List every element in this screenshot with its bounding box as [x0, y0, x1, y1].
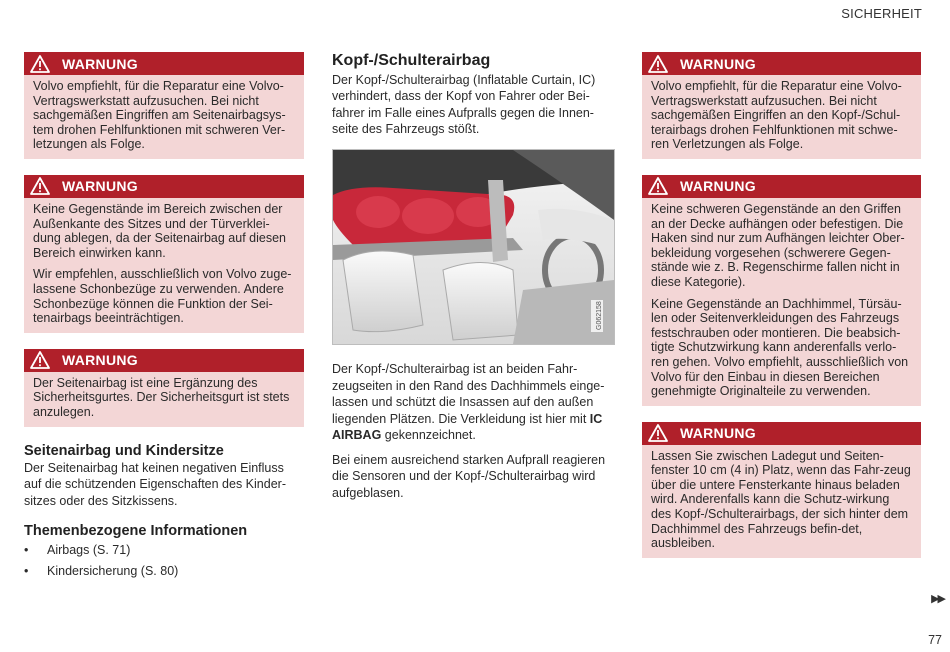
warning-header — [642, 52, 921, 75]
warning-text: Volvo empfiehlt, für die Reparatur eine Volvo-Vertragswerkstatt aufzusuchen. Bei nicht sachgemäßen Eingriffen an den Kopf-/Schul-terairbags drohen Fehlfunktionen mit schwe-ren Verletzungen als Folge. — [651, 79, 902, 152]
warning-text: Keine schweren Gegenstände an den Griffen an der Decke aufhängen oder befestigen. Die Haken sind nur zum Aufhängen leichter Ober-bekleidung vorgesehen (schwerere Gegen-stände wie z. B. Regenschirme fallen nicht in diese Kategorie). — [651, 201, 905, 289]
body-text: Bei einem ausreichend starken Aufprall reagieren die Sensoren und der Kopf-/Schulterairbag wird aufgeblasen. — [332, 452, 606, 500]
warning-box — [642, 175, 921, 406]
next-page-arrow-icon[interactable]: ▶▶ — [931, 593, 944, 605]
warning-text: Keine Gegenstände im Bereich zwischen der Außenkante des Sitzes und der Türverklei-dung ablegen, da der Seitenairbag auf diesen Bereich einwirken kann. — [33, 201, 286, 260]
related-link-child-safety[interactable] — [24, 563, 304, 579]
column-middle — [332, 52, 615, 509]
warning-header — [24, 175, 304, 198]
warning-title: WARNUNG — [62, 55, 138, 72]
related-links-list — [24, 542, 304, 579]
column-right — [642, 52, 921, 574]
warning-box — [24, 349, 304, 427]
body-text: Der Kopf-/Schulterairbag ist an beiden Fahr-zeugseiten in den Rand des Dachhimmels einge-lassen und schützt die Insassen auf den außen liegenden Plätzen. Die Verkleidung ist hier mit IC AIRBAG gekennzeichnet. — [332, 362, 605, 443]
related-link-airbags[interactable] — [24, 542, 304, 558]
warning-title: WARNUNG — [680, 55, 756, 72]
warning-header — [642, 422, 921, 445]
warning-triangle-icon — [30, 55, 50, 73]
bullet: • — [24, 564, 29, 578]
page-number: 77 — [928, 633, 942, 647]
page-title: Kopf-/Schulterairbag — [332, 52, 491, 69]
body-text: Der Seitenairbag hat keinen negativen Einfluss auf die schützenden Eigenschaften des Kinder-sitzes oder des Sitzkissens. — [24, 460, 286, 508]
warning-text: Keine Gegenstände an Dachhimmel, Türsäu-len oder Seitenverkleidungen des Fahrzeugs festschrauben oder montieren. Die beabsich-tigte Schutzwirkung kann anderenfalls verlo-ren gehen. Volvo empfiehlt, ausschließlich von Volvo für den Einbau in diesen Bereichen genehmigte Originalteile zu verwenden. — [651, 296, 909, 399]
intro-text: Der Kopf-/Schulterairbag (Inflatable Curtain, IC) verhindert, dass der Kopf von Fahrer oder Bei-fahrer im Falle eines Aufpralls gegen die Innen-seite des Fahrzeugs stößt. — [332, 73, 596, 136]
warning-triangle-icon — [648, 55, 668, 73]
warning-box — [642, 422, 921, 558]
warning-header — [24, 349, 304, 372]
warning-title: WARNUNG — [680, 178, 756, 195]
warning-text: Volvo empfiehlt, für die Reparatur eine Volvo-Vertragswerkstatt aufzusuchen. Bei nicht sachgemäßen Eingriffen am Seitenairbagsys-tem drohen Fehlfunktionen mit schweren Ver-letzungen als Folge. — [33, 79, 286, 152]
subheading-child-seats: Seitenairbag und Kindersitze — [24, 442, 224, 459]
warning-header — [24, 52, 304, 75]
link-text[interactable]: Airbags (S. 71) — [47, 543, 131, 557]
warning-text: Lassen Sie zwischen Ladegut und Seiten-fenster 10 cm (4 in) Platz, wenn das Fahr-zeug über die untere Fensterkante hinaus beladen wird. Anderenfalls kann die Schutz-wirkung des Kopf-/Schulterairbags, der sich hinter dem Dachhimmel des Fahrzeugs befin-det, ausbleiben. — [651, 448, 911, 551]
warning-triangle-icon — [30, 177, 50, 195]
warning-title: WARNUNG — [62, 352, 138, 369]
warning-box — [24, 175, 304, 333]
warning-box — [24, 52, 304, 159]
column-left — [24, 52, 304, 584]
warning-title: WARNUNG — [62, 178, 138, 195]
warning-triangle-icon — [648, 177, 668, 195]
warning-triangle-icon — [30, 351, 50, 369]
warning-title: WARNUNG — [680, 425, 756, 442]
warning-box — [642, 52, 921, 159]
subheading-related-info: Themenbezogene Informationen — [24, 523, 248, 539]
warning-triangle-icon — [648, 424, 668, 442]
warning-text: Wir empfehlen, ausschließlich von Volvo zuge-lassene Schonbezüge zu verwenden. Andere Schonbezüge können die Funktion der Sei-tenairbags beeinträchtigen. — [33, 267, 292, 326]
warning-text: Der Seitenairbag ist eine Ergänzung des Sicherheitsgurtes. Der Sicherheitsgurt ist stets anzulegen. — [33, 375, 290, 419]
warning-header — [642, 175, 921, 198]
curtain-airbag-illustration — [332, 149, 615, 345]
section-header: SICHERHEIT — [841, 6, 922, 21]
figure-code: G062158 — [596, 301, 603, 331]
ic-airbag-label: IC AIRBAG — [332, 411, 603, 443]
bullet: • — [24, 543, 29, 557]
link-text[interactable]: Kindersicherung (S. 80) — [47, 564, 179, 578]
